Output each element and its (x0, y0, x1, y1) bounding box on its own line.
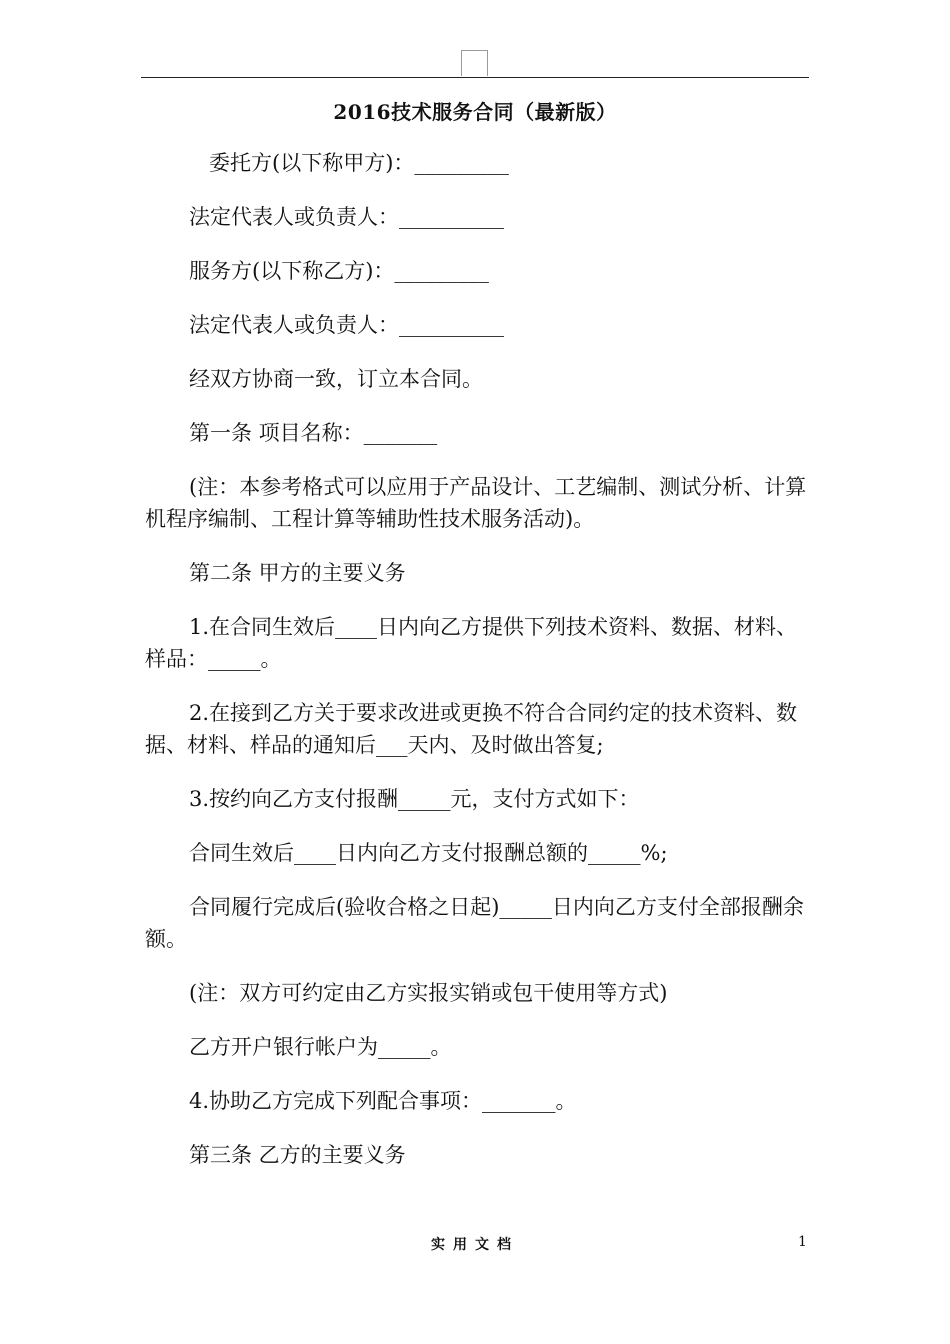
party-a-representative-line: 法定代表人或负责人：__________ (189, 205, 504, 229)
article-2-heading: 第二条 甲方的主要义务 (189, 561, 406, 585)
document-title: 2016技术服务合同（最新版） (333, 100, 617, 124)
agreement-statement: 经双方协商一致，订立本合同。 (189, 367, 483, 391)
header-rule (141, 77, 809, 78)
article-1-note: (注：本参考格式可以应用于产品设计、工艺编制、测试分析、计算机程序编制、工程计算等辅助性技术服务活动)。 (145, 475, 807, 531)
party-b-representative-line: 法定代表人或负责人：__________ (189, 313, 504, 337)
article-2-item-2: 2.在接到乙方关于要求改进或更换不符合合同约定的技术资料、数据、材料、样品的通知后___天内、及时做出答复; (145, 701, 798, 757)
article-2-item-1: 1.在合同生效后____日内向乙方提供下列技术资料、数据、材料、样品：_____。 (145, 615, 798, 671)
payment-note: (注：双方可约定由乙方实报实销或包干使用等方式) (189, 981, 668, 1005)
document-body (145, 147, 813, 1193)
payment-term-1: 合同生效后____日内向乙方支付报酬总额的_____%; (189, 841, 668, 865)
party-a-line: 委托方(以下称甲方)：_________ (209, 151, 509, 175)
article-1-heading: 第一条 项目名称：_______ (189, 421, 438, 445)
header-mark (461, 50, 488, 76)
page-number: 1 (798, 1234, 807, 1250)
footer-label: 实用文档 (431, 1237, 519, 1253)
article-2-item-4: 4.协助乙方完成下列配合事项：_______。 (189, 1089, 577, 1113)
payment-term-2: 合同履行完成后(验收合格之日起)_____日内向乙方支付全部报酬余额。 (145, 895, 804, 951)
article-3-heading: 第三条 乙方的主要义务 (189, 1143, 406, 1167)
party-b-line: 服务方(以下称乙方)：_________ (189, 259, 489, 283)
article-2-item-3: 3.按约向乙方支付报酬_____元，支付方式如下： (189, 787, 640, 811)
bank-account-line: 乙方开户银行帐户为_____。 (189, 1035, 452, 1059)
